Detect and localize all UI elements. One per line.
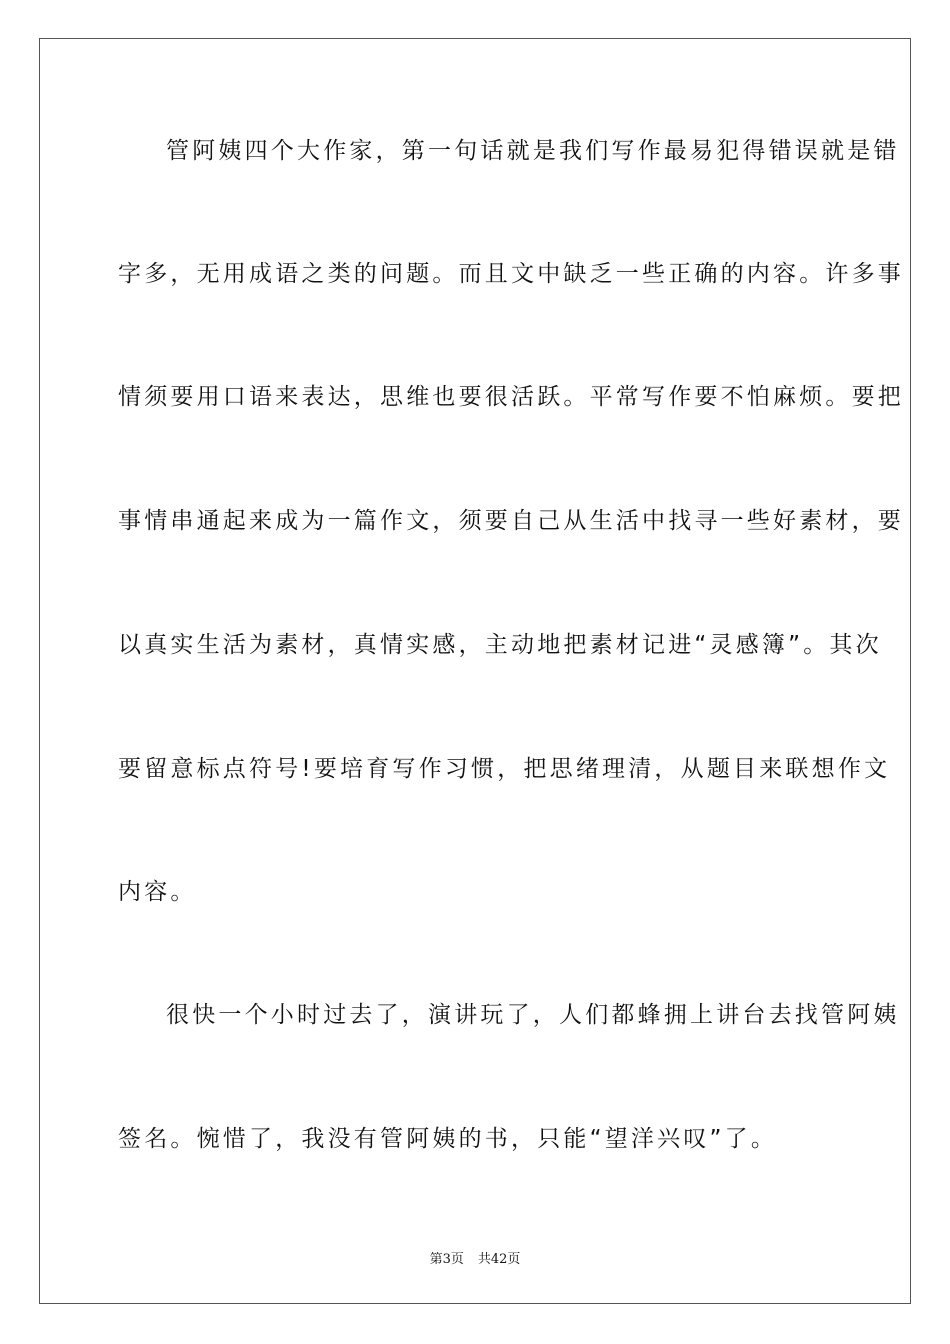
paragraph-line-3: 情须要用口语来表达，思维也要很活跃。平常写作要不怕麻烦。要把: [118, 384, 904, 410]
paragraph-line-6: 要留意标点符号!要培育写作习惯，把思绪理清，从题目来联想作文: [118, 756, 891, 782]
page-number-label: 第3页: [429, 1252, 464, 1267]
paragraph-line-5: 以真实生活为素材，真情实感，主动地把素材记进“灵感簿”。其次: [118, 632, 882, 658]
paragraph-line-9: 签名。惋惜了，我没有管阿姨的书，只能“望洋兴叹”了。: [118, 1126, 778, 1152]
paragraph-line-2: 字多，无用成语之类的问题。而且文中缺乏一些正确的内容。许多事: [118, 261, 904, 287]
paragraph-line-1: 管阿姨四个大作家，第一句话就是我们写作最易犯得错误就是错: [166, 138, 900, 164]
paragraph-line-4: 事情串通起来成为一篇作文，须要自己从生活中找寻一些好素材，要: [118, 508, 904, 534]
paragraph-line-8: 很快一个小时过去了，演讲玩了，人们都蜂拥上讲台去找管阿姨: [166, 1002, 900, 1028]
page-footer: [0, 1248, 950, 1267]
paragraph-line-7: 内容。: [118, 879, 197, 905]
page-border: [39, 38, 911, 1304]
total-pages-label: 共42页: [477, 1252, 521, 1267]
